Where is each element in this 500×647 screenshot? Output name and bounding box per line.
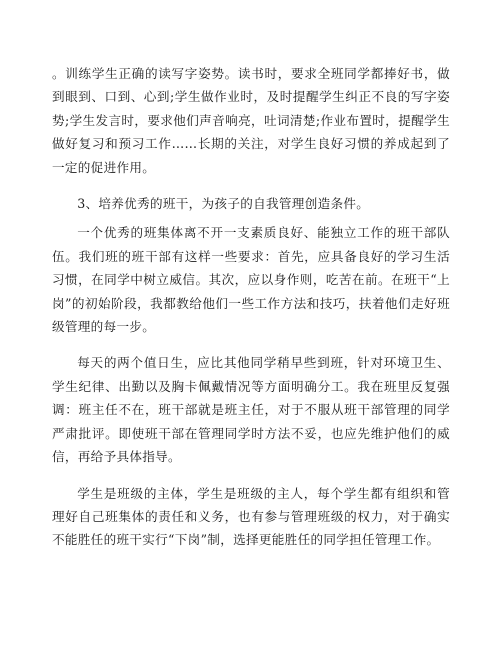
paragraph-reading-habits: 。训练学生正确的读写字姿势。读书时，要求全班同学都捧好书，做到眼到、口到、心到;学生做作业时，及时提醒学生纠正不良的写字姿势;学生发言时，要求他们声音响亮，吐词清楚;作业布置时，提醒学生做好复习和预习工作……长期的关注，对学生良好习惯的养成起到了一定的促进作用。 [52, 66, 450, 175]
paragraph-cadre-requirements: 一个优秀的班集体离不开一支素质良好、能独立工作的班干部队伍。我们班的班干部有这样一些要求：首先，应具备良好的学习生活习惯，在同学中树立威信。其次，应以身作则，吃苦在前。在班干“上岗”的初始阶段，我都教给他们一些工作方法和技巧，扶着他们走好班级管理的每一步。 [52, 225, 450, 335]
paragraph-student-subject: 学生是班级的主体，学生是班级的主人，每个学生都有组织和管理好自己班集体的责任和义务，也有参与管理班级的权力，对于确实不能胜任的班干实行“下岗”制，选择更能胜任的同学担任管理工作。 [52, 485, 450, 548]
section-heading-class-cadres: 3、培养优秀的班干，为孩子的自我管理创造条件。 [77, 196, 370, 212]
document-body [52, 62, 450, 565]
paragraph-duty-students: 每天的两个值日生，应比其他同学稍早些到班，针对环境卫生、学生纪律、出勤以及胸卡佩戴情况等方面明确分工。我在班里反复强调：班主任不在，班干部就是班主任，对于不服从班干部管理的同学严肃批评。即使班干部在管理同学时方法不妥，也应先维护他们的威信，再给予具体指导。 [52, 355, 450, 465]
